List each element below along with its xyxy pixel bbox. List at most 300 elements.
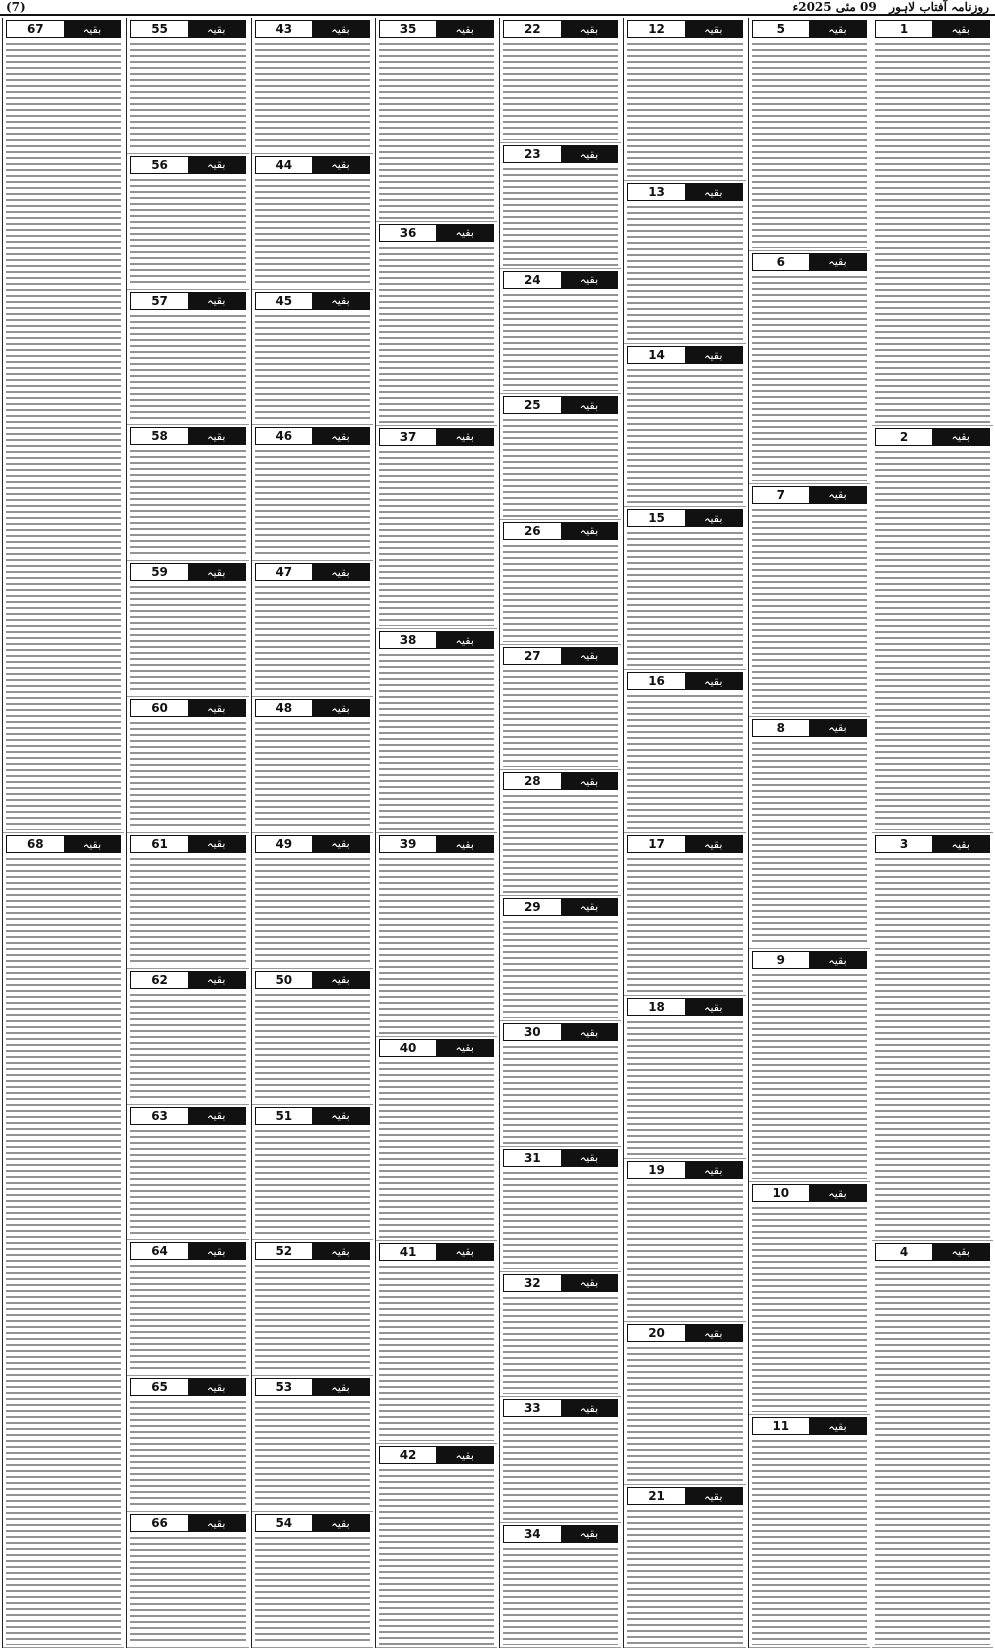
continuation-label: بقیہ	[932, 21, 989, 37]
continuation-label: بقیہ	[561, 272, 618, 288]
article-text-block	[503, 792, 618, 892]
continuation-number: 30	[504, 1024, 561, 1040]
continuation-number: 22	[504, 21, 561, 37]
continuation-header	[379, 835, 494, 853]
continuation-block	[376, 1241, 497, 1445]
continuation-header	[130, 699, 245, 717]
continuation-label: بقیہ	[436, 1447, 493, 1463]
continuation-header	[255, 699, 370, 717]
continuation-label: بقیہ	[312, 157, 369, 173]
continuation-number: 18	[628, 999, 685, 1015]
continuation-label: بقیہ	[809, 21, 866, 37]
continuation-number: 13	[628, 184, 685, 200]
continuation-block	[500, 1021, 621, 1146]
continuation-number: 24	[504, 272, 561, 288]
continuation-label: بقیہ	[809, 952, 866, 968]
continuation-header	[130, 156, 245, 174]
continuation-block	[252, 1240, 373, 1376]
continuation-label: بقیہ	[188, 428, 245, 444]
column-1	[872, 18, 993, 1648]
continuation-label: بقیہ	[436, 1040, 493, 1056]
article-text-block	[627, 40, 742, 178]
continuation-header	[503, 1525, 618, 1543]
article-text-block	[130, 447, 245, 558]
continuation-block	[624, 1322, 745, 1485]
continuation-label: بقیہ	[312, 1515, 369, 1531]
article-text-block	[130, 1534, 245, 1645]
continuation-label: بقیہ	[188, 836, 245, 852]
article-text-block	[875, 855, 990, 1238]
continuation-header	[255, 1514, 370, 1532]
article-text-block	[130, 312, 245, 423]
continuation-block	[624, 670, 745, 833]
article-text-block	[255, 583, 370, 694]
continuation-header	[875, 835, 990, 853]
continuation-header	[130, 835, 245, 853]
article-text-block	[255, 719, 370, 830]
continuation-label: بقیہ	[932, 1244, 989, 1260]
continuation-label: بقیہ	[932, 429, 989, 445]
continuation-number: 45	[256, 293, 313, 309]
continuation-header	[130, 971, 245, 989]
continuation-label: بقیہ	[561, 397, 618, 413]
continuation-header	[130, 292, 245, 310]
continuation-label: بقیہ	[312, 1108, 369, 1124]
continuation-label: بقیہ	[64, 836, 121, 852]
continuation-number: 66	[131, 1515, 188, 1531]
continuation-block	[127, 1105, 248, 1241]
article-text-block	[379, 1059, 494, 1238]
continuation-label: بقیہ	[932, 836, 989, 852]
continuation-block	[872, 1241, 993, 1649]
continuation-block	[127, 1240, 248, 1376]
continuation-block	[376, 426, 497, 630]
paper-name: روزنامہ آفتاب لاہور	[889, 0, 989, 14]
article-text-block	[627, 692, 742, 830]
continuation-block	[872, 18, 993, 426]
continuation-label: بقیہ	[809, 487, 866, 503]
continuation-block	[252, 833, 373, 969]
continuation-number: 56	[131, 157, 188, 173]
article-text-block	[627, 1344, 742, 1482]
continuation-number: 29	[504, 899, 561, 915]
continuation-block	[252, 697, 373, 833]
article-text-block	[875, 1263, 990, 1646]
continuation-number: 3	[876, 836, 933, 852]
continuation-header	[255, 427, 370, 445]
continuation-label: بقیہ	[188, 1515, 245, 1531]
continuation-block	[127, 154, 248, 290]
continuation-block	[376, 1444, 497, 1648]
continuation-number: 28	[504, 773, 561, 789]
continuation-header	[627, 1161, 742, 1179]
continuation-block	[252, 1512, 373, 1648]
continuation-label: بقیہ	[561, 648, 618, 664]
article-text-block	[503, 667, 618, 767]
continuation-header	[255, 1378, 370, 1396]
column-7	[126, 18, 248, 1648]
continuation-block	[376, 1037, 497, 1241]
continuation-number: 31	[504, 1150, 561, 1166]
continuation-header	[130, 20, 245, 38]
continuation-header	[752, 486, 867, 504]
article-text-block	[752, 40, 867, 248]
article-text-block	[255, 1262, 370, 1373]
article-text-block	[627, 855, 742, 993]
continuation-header	[627, 1324, 742, 1342]
continuation-label: بقیہ	[685, 510, 742, 526]
continuation-block	[500, 1523, 621, 1648]
continuation-block	[749, 717, 870, 950]
continuation-header	[379, 428, 494, 446]
continuation-number: 61	[131, 836, 188, 852]
continuation-label: بقیہ	[685, 673, 742, 689]
continuation-header	[627, 1487, 742, 1505]
article-text-block	[503, 416, 618, 516]
article-text-block	[503, 542, 618, 642]
continuation-label: بقیہ	[685, 1325, 742, 1341]
article-text-block	[379, 244, 494, 423]
article-text-block	[255, 1127, 370, 1238]
continuation-block	[127, 561, 248, 697]
article-text-block	[503, 291, 618, 391]
continuation-number: 39	[380, 836, 437, 852]
article-text-block	[130, 1398, 245, 1509]
article-text-block	[503, 1545, 618, 1645]
continuation-block	[749, 949, 870, 1182]
continuation-number: 19	[628, 1162, 685, 1178]
continuation-header	[875, 1243, 990, 1261]
continuation-header	[503, 1023, 618, 1041]
continuation-header	[752, 1184, 867, 1202]
continuation-number: 64	[131, 1243, 188, 1259]
continuation-number: 44	[256, 157, 313, 173]
article-text-block	[6, 40, 121, 830]
continuation-number: 9	[753, 952, 810, 968]
continuation-label: بقیہ	[312, 972, 369, 988]
continuation-label: بقیہ	[561, 1400, 618, 1416]
continuation-label: بقیہ	[561, 523, 618, 539]
continuation-block	[376, 629, 497, 833]
continuation-header	[379, 1446, 494, 1464]
continuation-block	[127, 833, 248, 969]
continuation-block	[127, 18, 248, 154]
continuation-header	[627, 183, 742, 201]
continuation-header	[255, 835, 370, 853]
article-text-block	[503, 1169, 618, 1269]
article-text-block	[503, 40, 618, 140]
continuation-header	[503, 396, 618, 414]
continuation-header	[503, 647, 618, 665]
article-text-block	[255, 855, 370, 966]
continuation-label: بقیہ	[312, 1379, 369, 1395]
continuation-number: 21	[628, 1488, 685, 1504]
continuation-header	[255, 1242, 370, 1260]
continuation-number: 20	[628, 1325, 685, 1341]
continuation-number: 57	[131, 293, 188, 309]
column-6	[251, 18, 373, 1648]
continuation-number: 6	[753, 254, 810, 270]
article-text-block	[379, 651, 494, 830]
continuation-header	[627, 835, 742, 853]
continuation-number: 15	[628, 510, 685, 526]
continuation-block	[252, 561, 373, 697]
continuation-header	[379, 224, 494, 242]
continuation-number: 7	[753, 487, 810, 503]
continuation-number: 40	[380, 1040, 437, 1056]
continuation-header	[379, 1039, 494, 1057]
continuation-number: 52	[256, 1243, 313, 1259]
continuation-block	[624, 507, 745, 670]
issue-date: 09 مئی 2025ء	[792, 0, 877, 14]
continuation-number: 35	[380, 21, 437, 37]
article-text-block	[130, 176, 245, 287]
continuation-number: 67	[7, 21, 64, 37]
continuation-header	[503, 898, 618, 916]
continuation-label: بقیہ	[561, 899, 618, 915]
continuation-label: بقیہ	[561, 1150, 618, 1166]
continuation-header	[627, 346, 742, 364]
article-text-block	[875, 448, 990, 831]
continuation-header	[255, 1107, 370, 1125]
continuation-block	[376, 222, 497, 426]
continuation-label: بقیہ	[561, 21, 618, 37]
continuation-block	[127, 425, 248, 561]
column-5	[375, 18, 497, 1648]
continuation-header	[503, 20, 618, 38]
continuation-block	[127, 1512, 248, 1648]
article-text-block	[752, 971, 867, 1179]
article-text-block	[627, 1018, 742, 1156]
continuation-label: بقیہ	[188, 1379, 245, 1395]
article-text-block	[255, 176, 370, 287]
continuation-header	[503, 271, 618, 289]
continuation-block	[624, 833, 745, 996]
continuation-label: بقیہ	[685, 1162, 742, 1178]
continuation-header	[130, 1378, 245, 1396]
continuation-header	[379, 1243, 494, 1261]
continuation-label: بقیہ	[685, 999, 742, 1015]
article-text-block	[130, 719, 245, 830]
continuation-number: 36	[380, 225, 437, 241]
page-header	[0, 0, 995, 16]
continuation-number: 5	[753, 21, 810, 37]
continuation-label: بقیہ	[809, 1185, 866, 1201]
article-text-block	[6, 855, 121, 1645]
continuation-label: بقیہ	[188, 293, 245, 309]
continuation-header	[130, 1107, 245, 1125]
continuation-label: بقیہ	[561, 773, 618, 789]
continuation-number: 32	[504, 1275, 561, 1291]
column-8	[2, 18, 124, 1648]
article-text-block	[130, 40, 245, 151]
continuation-header	[255, 563, 370, 581]
continuation-header	[379, 20, 494, 38]
continuation-number: 8	[753, 720, 810, 736]
article-text-block	[752, 506, 867, 714]
continuation-number: 62	[131, 972, 188, 988]
continuation-label: بقیہ	[188, 157, 245, 173]
continuation-block	[252, 425, 373, 561]
article-text-block	[379, 40, 494, 219]
article-text-block	[255, 312, 370, 423]
article-text-block	[255, 1534, 370, 1645]
continuation-label: بقیہ	[188, 564, 245, 580]
continuation-number: 51	[256, 1108, 313, 1124]
continuation-block	[749, 1415, 870, 1648]
continuation-block	[624, 181, 745, 344]
continuation-block	[500, 1397, 621, 1522]
article-text-block	[503, 918, 618, 1018]
continuation-number: 55	[131, 21, 188, 37]
continuation-number: 60	[131, 700, 188, 716]
continuation-label: بقیہ	[436, 21, 493, 37]
article-text-block	[130, 991, 245, 1102]
continuation-label: بقیہ	[436, 1244, 493, 1260]
continuation-label: بقیہ	[188, 1108, 245, 1124]
continuation-block	[500, 394, 621, 519]
continuation-number: 25	[504, 397, 561, 413]
continuation-label: بقیہ	[809, 720, 866, 736]
article-text-block	[752, 273, 867, 481]
continuation-number: 42	[380, 1447, 437, 1463]
continuation-header	[875, 428, 990, 446]
continuation-header	[130, 563, 245, 581]
continuation-label: بقیہ	[436, 225, 493, 241]
continuation-header	[627, 509, 742, 527]
article-text-block	[627, 529, 742, 667]
continuation-number: 68	[7, 836, 64, 852]
continuation-block	[127, 290, 248, 426]
continuation-header	[6, 835, 121, 853]
article-text-block	[627, 366, 742, 504]
continuation-block	[624, 18, 745, 181]
continuation-header	[130, 1242, 245, 1260]
column-3	[623, 18, 745, 1648]
continuation-label: بقیہ	[312, 1243, 369, 1259]
continuation-number: 49	[256, 836, 313, 852]
continuation-number: 26	[504, 523, 561, 539]
continuation-label: بقیہ	[809, 1418, 866, 1434]
continuation-label: بقیہ	[312, 564, 369, 580]
continuation-header	[255, 971, 370, 989]
page-number: (7)	[6, 0, 26, 14]
continuation-block	[127, 1376, 248, 1512]
continuation-label: بقیہ	[809, 254, 866, 270]
continuation-label: بقیہ	[312, 700, 369, 716]
continuation-block	[500, 770, 621, 895]
continuation-header	[130, 427, 245, 445]
continuation-label: بقیہ	[64, 21, 121, 37]
continuation-block	[3, 18, 124, 833]
continuation-header	[255, 20, 370, 38]
continuation-number: 50	[256, 972, 313, 988]
continuation-label: بقیہ	[188, 1243, 245, 1259]
continuation-header	[875, 20, 990, 38]
column-4	[499, 18, 621, 1648]
continuation-number: 46	[256, 428, 313, 444]
continuation-block	[252, 1105, 373, 1241]
continuation-block	[500, 18, 621, 143]
column-2	[748, 18, 870, 1648]
continuation-number: 48	[256, 700, 313, 716]
continuation-block	[127, 697, 248, 833]
continuation-block	[624, 1485, 745, 1648]
continuation-label: بقیہ	[561, 1024, 618, 1040]
article-text-block	[752, 1437, 867, 1645]
continuation-block	[500, 1272, 621, 1397]
continuation-block	[252, 290, 373, 426]
continuation-label: بقیہ	[312, 293, 369, 309]
continuation-block	[500, 645, 621, 770]
continuation-label: بقیہ	[685, 184, 742, 200]
continuation-number: 34	[504, 1526, 561, 1542]
article-text-block	[255, 1398, 370, 1509]
article-text-block	[255, 447, 370, 558]
continuation-block	[749, 484, 870, 717]
continuation-block	[872, 833, 993, 1241]
continuation-header	[503, 522, 618, 540]
article-text-block	[503, 1294, 618, 1394]
continuation-number: 59	[131, 564, 188, 580]
article-text-block	[379, 1466, 494, 1645]
continuation-label: بقیہ	[188, 21, 245, 37]
continuation-block	[127, 969, 248, 1105]
article-text-block	[752, 739, 867, 947]
continuation-header	[503, 145, 618, 163]
continuation-number: 10	[753, 1185, 810, 1201]
continuation-number: 4	[876, 1244, 933, 1260]
continuation-number: 2	[876, 429, 933, 445]
continuation-header	[752, 951, 867, 969]
continuation-header	[255, 156, 370, 174]
continuation-label: بقیہ	[436, 429, 493, 445]
continuation-label: بقیہ	[685, 347, 742, 363]
continuation-number: 14	[628, 347, 685, 363]
article-text-block	[379, 448, 494, 627]
continuation-number: 41	[380, 1244, 437, 1260]
continuation-label: بقیہ	[561, 1526, 618, 1542]
continuation-number: 43	[256, 21, 313, 37]
continuation-number: 58	[131, 428, 188, 444]
continuation-number: 47	[256, 564, 313, 580]
article-text-block	[130, 583, 245, 694]
article-text-block	[255, 991, 370, 1102]
continuation-label: بقیہ	[188, 972, 245, 988]
continuation-label: بقیہ	[312, 428, 369, 444]
continuation-number: 54	[256, 1515, 313, 1531]
continuation-block	[872, 426, 993, 834]
continuation-block	[624, 1159, 745, 1322]
continuation-header	[627, 672, 742, 690]
continuation-header	[503, 1399, 618, 1417]
continuation-number: 27	[504, 648, 561, 664]
continuation-label: بقیہ	[561, 146, 618, 162]
continuation-block	[500, 896, 621, 1021]
continuation-header	[130, 1514, 245, 1532]
article-text-block	[130, 1262, 245, 1373]
continuation-block	[749, 1182, 870, 1415]
continuation-block	[252, 154, 373, 290]
article-text-block	[503, 165, 618, 265]
continuation-number: 33	[504, 1400, 561, 1416]
continuation-number: 12	[628, 21, 685, 37]
continuation-number: 11	[753, 1418, 810, 1434]
continuation-header	[752, 1417, 867, 1435]
continuation-block	[749, 18, 870, 251]
article-text-block	[130, 855, 245, 966]
article-text-block	[255, 40, 370, 151]
